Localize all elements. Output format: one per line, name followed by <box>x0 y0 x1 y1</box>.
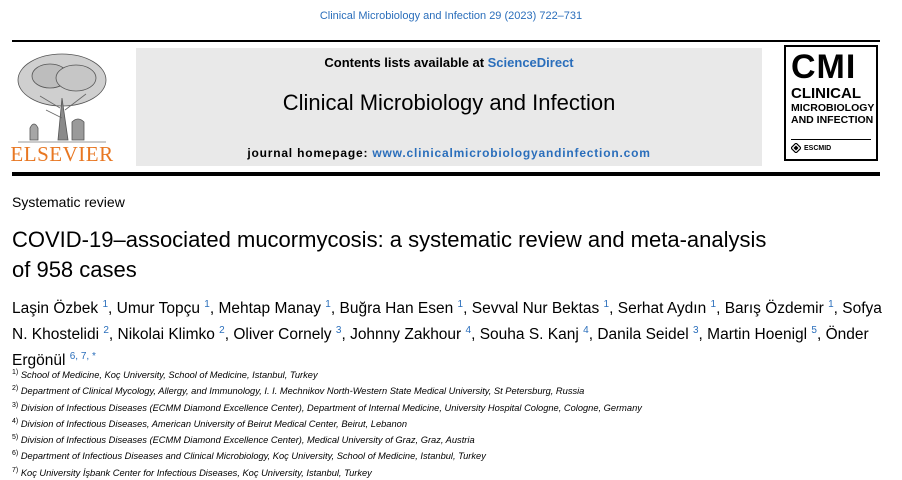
author-name: Souha S. Kanj <box>479 326 579 344</box>
cmi-abbrev: CMI <box>791 48 857 86</box>
author-name: Serhat Aydın <box>617 300 707 318</box>
journal-homepage <box>136 146 762 160</box>
contents-availability <box>136 55 762 70</box>
author[interactable] <box>707 326 817 343</box>
affiliation-number: 3) <box>12 401 19 409</box>
cmi-line-1: CLINICAL <box>791 85 861 102</box>
header-rule-top <box>12 40 880 42</box>
homepage-prefix: journal homepage: <box>247 146 373 160</box>
author-affiliation-ref[interactable]: 2 <box>219 325 225 337</box>
affiliation-number: 5) <box>12 434 19 442</box>
affiliation-item <box>12 447 892 463</box>
author-name: Umur Topçu <box>116 300 200 318</box>
author-list: Laşin Özbek $^1$, Umur Topçu $^1$, Mehtap Manay $^1$, Buğra Han Esen $^1$, Sevval Nur Bektas $^1$, Serhat Aydın $^1$, Barış Özdemir $^1$, Sofya N. Khostelidi $^2$, Nikolai Klimko $^2$, Oliver Cornely $^3$, Johnny Zakhour $^4$, Souha S. Kanj $^4$, Danila Seidel $^3$, Martin Hoenigl $^5$, Önder Ergönül $^{6, 7, *}$ <box>12 299 882 370</box>
author-name: Johnny Zakhour <box>350 326 462 344</box>
affiliation-text: Department of Infectious Diseases and Clinical Microbiology, Koç University, School of Medicine, Istanbul, Turkey <box>18 451 486 462</box>
author-affiliation-ref[interactable]: 5 <box>811 325 817 337</box>
author-name: Sofya N. Khostelidi <box>12 300 882 344</box>
author-name: Barış Özdemir <box>724 300 824 318</box>
author-affiliation-ref[interactable]: 1 <box>102 299 109 310</box>
author-affiliation-ref[interactable]: 6, 7, * <box>69 351 96 363</box>
cmi-line-3: AND INFECTION <box>791 114 874 126</box>
cmi-journal-logo[interactable] <box>784 45 878 161</box>
affiliation-item <box>12 399 892 415</box>
escmid-mark <box>791 143 831 153</box>
author-name: Martin Hoenigl <box>707 326 808 344</box>
affiliation-number: 4) <box>12 417 19 425</box>
author[interactable] <box>218 300 330 317</box>
affiliation-item <box>12 382 892 398</box>
article-title: COVID-19–associated mucormycosis: a systematic review and meta-analysis of 958 cases <box>12 227 767 282</box>
affiliation-text: Koç University İşbank Center for Infectious Diseases, Koç University, Istanbul, Turkey <box>18 467 372 478</box>
affiliation-text: School of Medicine, Koç University, School of Medicine, Istanbul, Turkey <box>18 370 318 381</box>
author[interactable] <box>233 326 341 343</box>
sciencedirect-link[interactable]: ScienceDirect <box>487 55 574 70</box>
author-name: Önder Ergönül <box>12 326 869 370</box>
author-name: Danila Seidel <box>597 326 689 344</box>
author-affiliation-ref[interactable]: 1 <box>325 299 331 310</box>
author-affiliation-ref[interactable]: 1 <box>204 299 210 310</box>
author[interactable] <box>350 326 471 343</box>
affiliation-number: 6) <box>12 450 19 458</box>
author-affiliation-ref[interactable]: 4 <box>583 325 589 337</box>
author[interactable] <box>618 300 716 317</box>
affiliation-item <box>12 431 892 447</box>
author[interactable] <box>12 300 108 317</box>
article-type: Systematic review <box>12 194 125 210</box>
author-affiliation-ref[interactable]: 1 <box>828 299 834 310</box>
author-affiliation-ref[interactable]: 4 <box>465 325 472 337</box>
author[interactable] <box>597 326 698 343</box>
author[interactable] <box>725 300 834 317</box>
author-name: Mehtap Manay <box>218 300 321 318</box>
author-name: Nikolai Klimko <box>117 326 215 344</box>
author-name: Laşin Özbek <box>12 300 99 318</box>
author[interactable] <box>118 326 225 343</box>
cmi-full-name <box>791 85 874 126</box>
author-name: Sevval Nur Bektas <box>471 300 600 318</box>
affiliation-list <box>12 366 892 480</box>
cmi-divider <box>791 139 871 140</box>
escmid-label: ESCMID <box>804 144 832 152</box>
cmi-line-2: MICROBIOLOGY <box>791 102 875 114</box>
affiliation-number: 7) <box>12 466 19 474</box>
author-affiliation-ref[interactable]: 1 <box>710 299 717 310</box>
elsevier-wordmark[interactable]: ELSEVIER <box>10 142 114 166</box>
author[interactable] <box>117 300 210 317</box>
author-affiliation-ref[interactable]: 1 <box>603 299 610 310</box>
author[interactable] <box>480 326 589 343</box>
affiliation-text: Division of Infectious Diseases (ECMM Diamond Excellence Center), Medical University of Graz, Graz, Austria <box>18 435 475 446</box>
journal-citation[interactable]: Clinical Microbiology and Infection 29 (2023) 722–731 <box>319 10 583 22</box>
affiliation-number: 2) <box>12 385 19 393</box>
homepage-link[interactable]: www.clinicalmicrobiologyandinfection.com <box>372 146 651 160</box>
escmid-icon <box>791 143 801 153</box>
affiliation-number: 1) <box>12 369 19 376</box>
journal-title[interactable]: Clinical Microbiology and Infection <box>282 90 616 115</box>
affiliation-text: Department of Clinical Mycology, Allergy, and Immunology, I. I. Mechnikov North-Western State Medical University, St Petersburg, Russia <box>18 386 585 397</box>
author-name: Oliver Cornely <box>233 326 332 344</box>
contents-prefix: Contents lists available at <box>324 55 488 70</box>
author[interactable] <box>472 300 609 317</box>
author-name: Buğra Han Esen <box>339 300 454 318</box>
header-rule-bottom <box>12 172 880 176</box>
affiliation-text: Division of Infectious Diseases (ECMM Diamond Excellence Center), Department of Internal Medicine, University Hospital Cologne, Cologne, Germany <box>18 402 642 413</box>
affiliation-item <box>12 415 892 431</box>
author-affiliation-ref[interactable]: 2 <box>103 325 109 337</box>
affiliation-text: Division of Infectious Diseases, American University of Beirut Medical Center, Beirut, Lebanon <box>18 418 407 429</box>
affiliation-item <box>12 464 892 480</box>
affiliation-item <box>12 366 892 382</box>
author-affiliation-ref[interactable]: 1 <box>457 299 464 310</box>
author-affiliation-ref[interactable]: 3 <box>335 325 342 337</box>
author-affiliation-ref[interactable]: 3 <box>692 325 699 337</box>
author[interactable] <box>339 300 463 317</box>
